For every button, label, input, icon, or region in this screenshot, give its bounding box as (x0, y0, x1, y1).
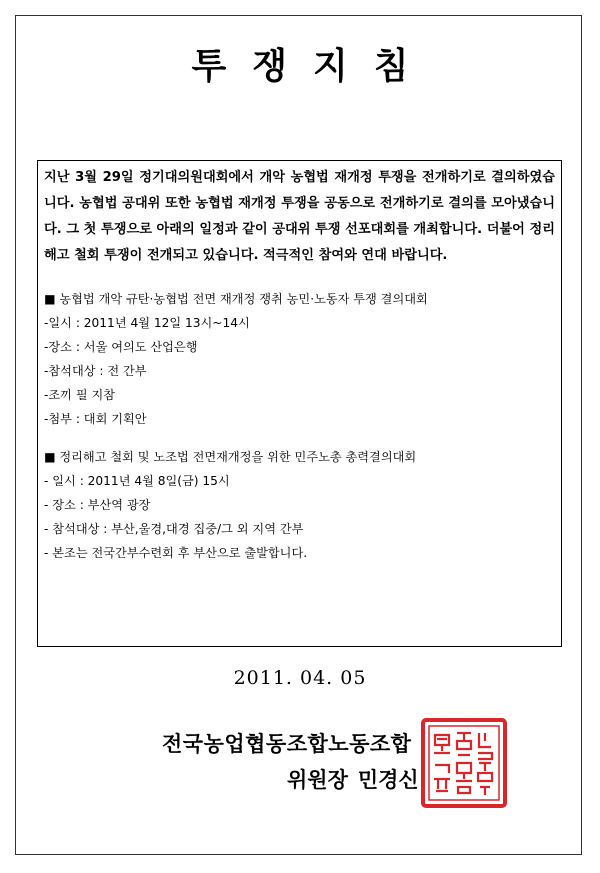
list-item: -장소 : 서울 여의도 산업은행 (44, 340, 198, 354)
list-item: - 본조는 전국간부수련회 후 부산으로 출발합니다. (44, 546, 308, 560)
document-date: 2011. 04. 05 (233, 667, 367, 689)
list-item: - 참석대상 : 부산,울경,대경 집중/그 외 지역 간부 (44, 522, 304, 536)
page-title: 투쟁지침 (191, 46, 435, 87)
section-heading: ■ 정리해고 철회 및 노조법 전면재개정을 위한 민주노총 총력결의대회 (44, 450, 417, 464)
intro-paragraph: 지난 3월 29일 정기대의원대회에서 개악 농협법 재개정 투쟁을 전개하기로 결의하였습니다. 농협법 공대위 또한 농협법 재개정 투쟁을 공동으로 전개하기로 결의를 모아냈습니다. 그 첫 투쟁으로 아래의 일정과 같이 공대위 투쟁 선포대회를 개최합니다. 더불어 정리해고 철회 투쟁이 전개되고 있습니다. 적극적인 참여와 연대 바랍니다. (44, 170, 555, 263)
content-box (37, 160, 562, 647)
list-item: -일시 : 2011년 4월 12일 13시~14시 (44, 316, 250, 330)
signatory-name: 민경신 (357, 767, 419, 792)
list-item: -첨부 : 대회 기획안 (44, 412, 147, 426)
list-item: - 일시 : 2011년 4월 8일(금) 15시 (44, 474, 230, 488)
event-section-1 (44, 287, 555, 431)
section-heading: ■ 농협법 개악 규탄·농협법 전면 재개정 쟁취 농민·노동자 투쟁 결의대회 (44, 292, 428, 306)
list-item: -참석대상 : 전 간부 (44, 364, 147, 378)
list-item: - 장소 : 부산역 광장 (44, 498, 151, 512)
signatory (287, 764, 419, 794)
list-item: -조끼 필 지참 (44, 388, 116, 402)
organization-name: 전국농업협동조합노동조합 (162, 731, 412, 756)
official-seal-icon (420, 717, 508, 809)
signatory-title: 위원장 (287, 767, 348, 792)
event-section-2 (44, 445, 555, 565)
